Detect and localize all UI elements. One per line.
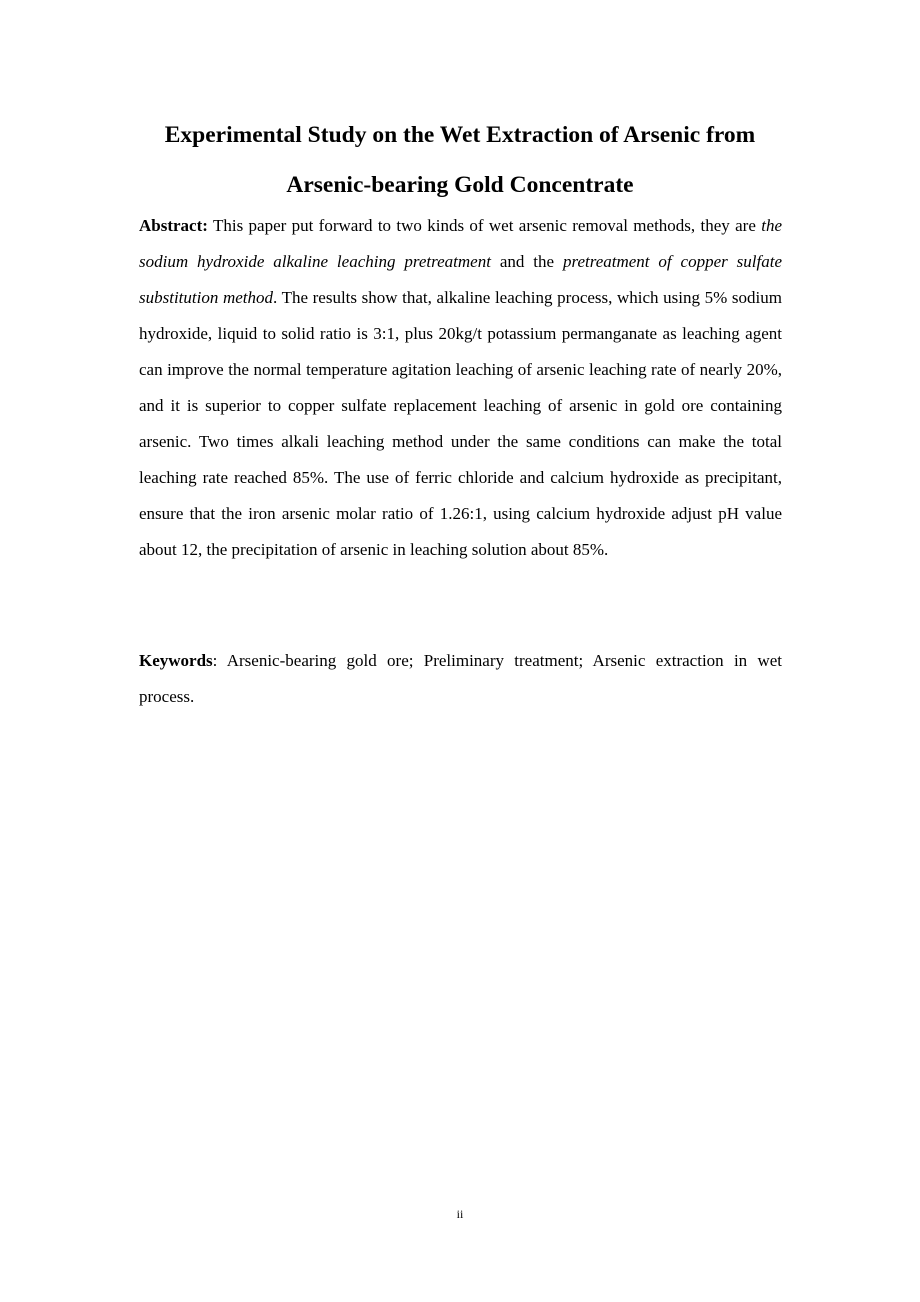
abstract-label: Abstract: <box>139 216 208 235</box>
abstract-method-2: pretreatment of copper sulfate substitution method <box>139 252 782 307</box>
abstract-method-1: the sodium hydroxide alkaline leaching pretreatment <box>139 216 782 271</box>
keywords-paragraph <box>139 643 782 715</box>
abstract-text-2: and the <box>490 252 563 271</box>
paper-title-line-2: Arsenic-bearing Gold Concentrate <box>286 172 634 198</box>
page-number: ii <box>456 1207 464 1221</box>
abstract-paragraph <box>139 208 782 568</box>
abstract-text-3: . The results show that, alkaline leaching process, which using 5% sodium hydroxide, liquid to solid ratio is 3:1, plus 20kg/t potassium permanganate as leaching agent can improve the normal temperature agitation leaching of arsenic leaching rate of nearly 20%, and it is superior to copper sulfate replacement leaching of arsenic in gold ore containing arsenic. Two times alkali leaching method under the same conditions can make the total leaching rate reached 85%. The use of ferric chloride and calcium hydroxide as precipitant, ensure that the iron arsenic molar ratio of 1.26:1, using calcium hydroxide adjust pH value about 12, the precipitation of arsenic in leaching solution about 85%. <box>139 288 782 559</box>
abstract-text-1: This paper put forward to two kinds of wet arsenic removal methods, they are <box>207 216 762 235</box>
keywords-text: : Arsenic-bearing gold ore; Preliminary treatment; Arsenic extraction in wet process. <box>139 651 782 706</box>
paper-title-line-1: Experimental Study on the Wet Extraction of Arsenic from <box>164 122 756 148</box>
keywords-label: Keywords <box>139 651 213 670</box>
